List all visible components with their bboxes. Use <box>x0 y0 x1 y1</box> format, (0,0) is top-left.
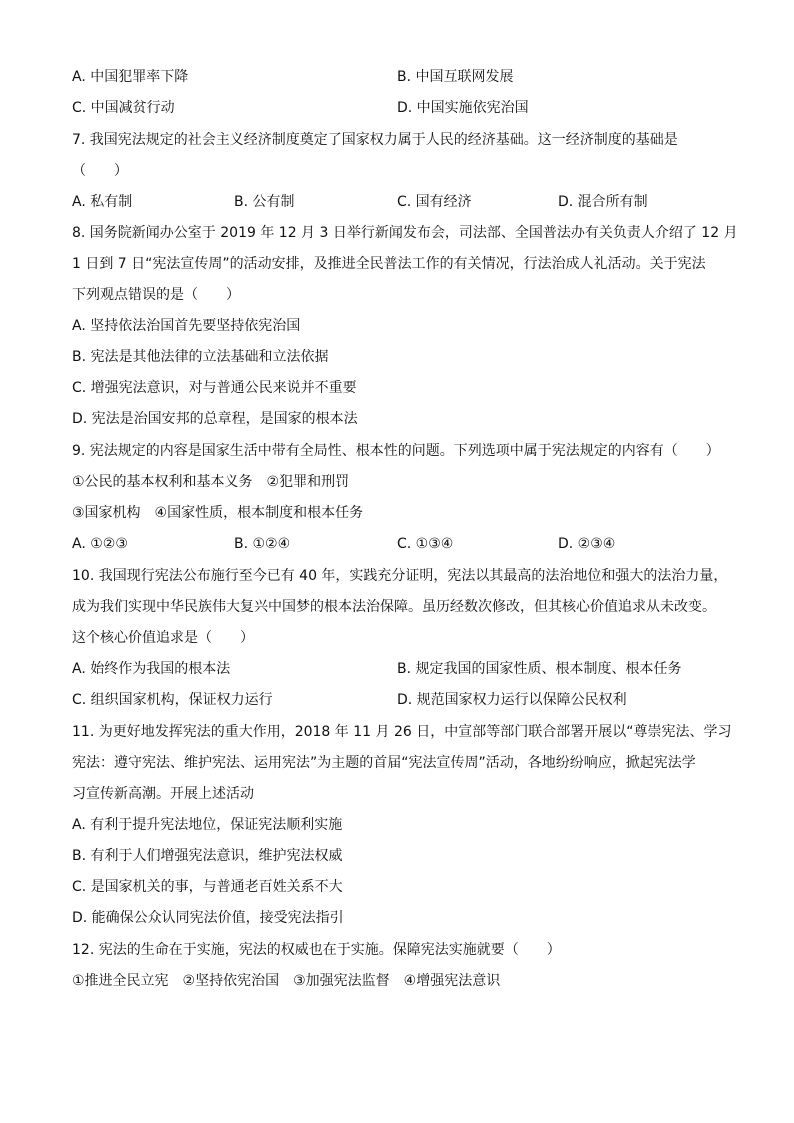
q10-stem-line-1: 10. 我国现行宪法公布施行至今已有 40 年，实践充分证明，宪法以其最高的法治地位和强大的法治力量， <box>72 568 728 584</box>
q9-option-b[interactable]: B. ①②④ <box>234 536 291 552</box>
q11-stem-line-1: 11. 为更好地发挥宪法的重大作用，2018 年 11 月 26 日，中宣部等部门联合部署开展以“尊崇宪法、学习 <box>72 724 732 740</box>
q10-option-b[interactable]: B. 规定我国的国家性质、根本制度、根本任务 <box>397 661 682 677</box>
q11-option-b[interactable]: B. 有利于人们增强宪法意识，维护宪法权威 <box>72 848 343 864</box>
q12-items-line-1: ①推进全民立宪 ②坚持依宪治国 ③加强宪法监督 ④增强宪法意识 <box>72 973 501 989</box>
q8-option-b[interactable]: B. 宪法是其他法律的立法基础和立法依据 <box>72 349 329 365</box>
q6-option-c[interactable]: C. 中国减贫行动 <box>72 100 175 116</box>
q10-stem-line-3: 这个核心价值追求是（ ） <box>72 630 254 646</box>
q11-stem-line-2: 宪法：遵守宪法、维护宪法、运用宪法”为主题的首届“宪法宣传周”活动，各地纷纷响应，掀起宪法学 <box>72 755 696 771</box>
q7-option-a[interactable]: A. 私有制 <box>72 194 133 210</box>
q8-stem-line-3: 下列观点错误的是（ ） <box>72 287 240 303</box>
q9-items-line-2: ③国家机构 ④国家性质，根本制度和根本任务 <box>72 505 364 521</box>
q9-stem-line-1: 9. 宪法规定的内容是国家生活中带有全局性、根本性的问题。下列选项中属于宪法规定的内容有（ ） <box>72 443 720 459</box>
q10-stem-line-2: 成为我们实现中华民族伟大复兴中国梦的根本法治保障。虽历经数次修改，但其核心价值追求从未改变。 <box>72 599 716 615</box>
q10-option-d[interactable]: D. 规范国家权力运行以保障公民权利 <box>397 692 627 708</box>
q11-stem-line-3: 习宣传新高潮。开展上述活动 <box>72 786 254 802</box>
q9-option-a[interactable]: A. ①②③ <box>72 536 128 552</box>
q7-option-b[interactable]: B. 公有制 <box>234 194 295 210</box>
q7-stem-line-2: （ ） <box>72 163 128 179</box>
q6-option-a[interactable]: A. 中国犯罪率下降 <box>72 69 189 85</box>
q9-items-line-1: ①公民的基本权利和基本义务 ②犯罪和刑罚 <box>72 474 350 490</box>
q6-option-d[interactable]: D. 中国实施依宪治国 <box>397 100 529 116</box>
q8-option-d[interactable]: D. 宪法是治国安邦的总章程，是国家的根本法 <box>72 411 358 427</box>
q10-option-c[interactable]: C. 组织国家机构，保证权力运行 <box>72 692 273 708</box>
q12-stem-line-1: 12. 宪法的生命在于实施，宪法的权威也在于实施。保障宪法实施就要（ ） <box>72 942 561 958</box>
q8-stem-line-2: 1 日到 7 日“宪法宣传周”的活动安排，及推进全民普法工作的有关情况，行法治成人礼活动。关于宪法 <box>72 256 706 272</box>
q9-option-c[interactable]: C. ①③④ <box>397 536 454 552</box>
q7-stem-line-1: 7. 我国宪法规定的社会主义经济制度奠定了国家权力属于人民的经济基础。这一经济制度的基础是 <box>72 132 678 148</box>
q11-option-d[interactable]: D. 能确保公众认同宪法价值，接受宪法指引 <box>72 910 344 926</box>
q8-stem-line-1: 8. 国务院新闻办公室于 2019 年 12 月 3 日举行新闻发布会，司法部、全国普法办有关负责人介绍了 12 月 <box>72 225 738 241</box>
q8-option-a[interactable]: A. 坚持依法治国首先要坚持依宪治国 <box>72 318 301 334</box>
q6-option-b[interactable]: B. 中国互联网发展 <box>397 69 514 85</box>
q10-option-a[interactable]: A. 始终作为我国的根本法 <box>72 661 231 677</box>
q7-option-d[interactable]: D. 混合所有制 <box>558 194 648 210</box>
q9-option-d[interactable]: D. ②③④ <box>558 536 616 552</box>
q8-option-c[interactable]: C. 增强宪法意识，对与普通公民来说并不重要 <box>72 380 357 396</box>
q11-option-a[interactable]: A. 有利于提升宪法地位，保证宪法顺利实施 <box>72 817 343 833</box>
q7-option-c[interactable]: C. 国有经济 <box>397 194 472 210</box>
q11-option-c[interactable]: C. 是国家机关的事，与普通老百姓关系不大 <box>72 879 343 895</box>
